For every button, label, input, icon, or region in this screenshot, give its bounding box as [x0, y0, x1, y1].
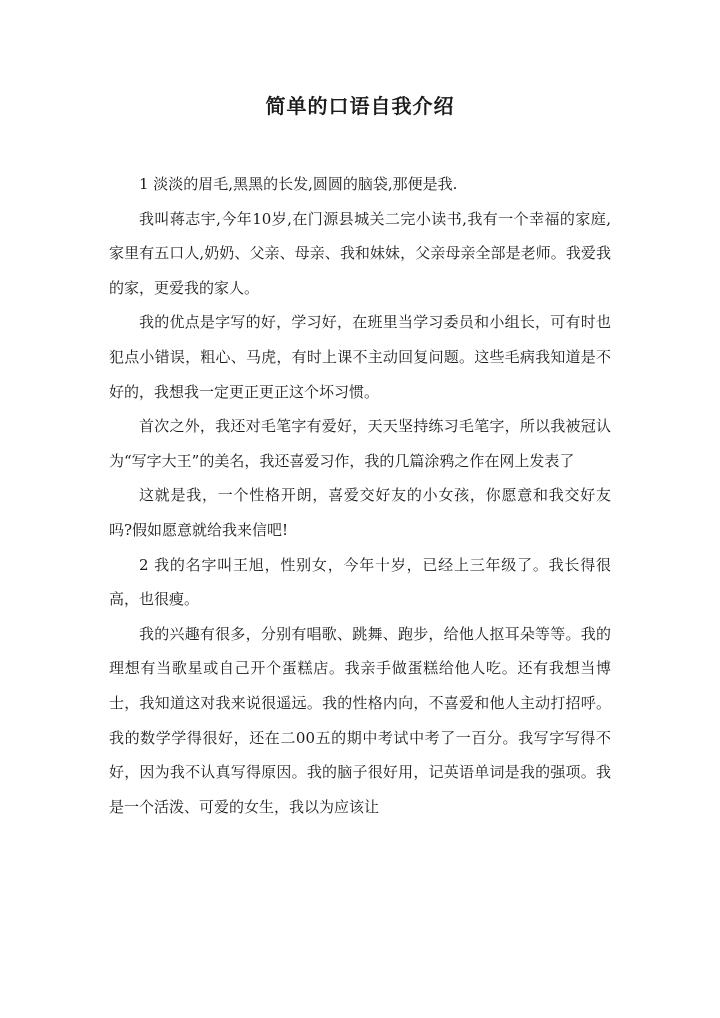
- paragraph-5: 这就是我，一个性格开朗，喜爱交好友的小女孩，你愿意和我交好友吗?假如愿意就给我来信吧!: [109, 486, 611, 539]
- document-title: 简单的口语自我介绍: [265, 94, 455, 118]
- paragraph-3: 我的优点是字写的好，学习好，在班里当学习委员和小组长，可有时也犯点小错误，粗心、马虎，有时上课不主动回复问题。这些毛病我知道是不好的，我想我一定更正更正这个坏习惯。: [109, 313, 611, 401]
- paragraph-2: 我叫蒋志宇,今年10岁,在门源县城关二完小读书,我有一个幸福的家庭,家里有五口人,奶奶、父亲、母亲、我和妹妹，父亲母亲全部是老师。我爱我的家，更爱我的家人。: [109, 209, 611, 297]
- paragraph-4: 首次之外，我还对毛笔字有爱好，天天坚持练习毛笔字，所以我被冠认为“写字大王”的美名，我还喜爱习作，我的几篇涂鸦之作在网上发表了: [109, 417, 611, 470]
- paragraph-6: 2 我的名字叫王旭，性别女，今年十岁，已经上三年级了。我长得很高，也很瘦。: [109, 555, 611, 609]
- document-body: [109, 167, 611, 824]
- paragraph-1: 1 淡淡的眉毛,黑黑的长发,圆圆的脑袋,那便是我.: [139, 175, 458, 193]
- paragraph-7: 我的兴趣有很多，分别有唱歌、跳舞、跑步，给他人抠耳朵等等。我的理想有当歌星或自己开个蛋糕店。我亲手做蛋糕给他人吃。还有我想当博士，我知道这对我来说很遥远。我的性格内向，不喜爱和他人主动打招呼。我的数学学得很好，还在二00五的期中考试中考了一百分。我写字写得不好，因为我不认真写得原因。我的脑子很好用，记英语单词是我的强项。我是一个活泼、可爱的女生，我以为应该让: [109, 624, 611, 816]
